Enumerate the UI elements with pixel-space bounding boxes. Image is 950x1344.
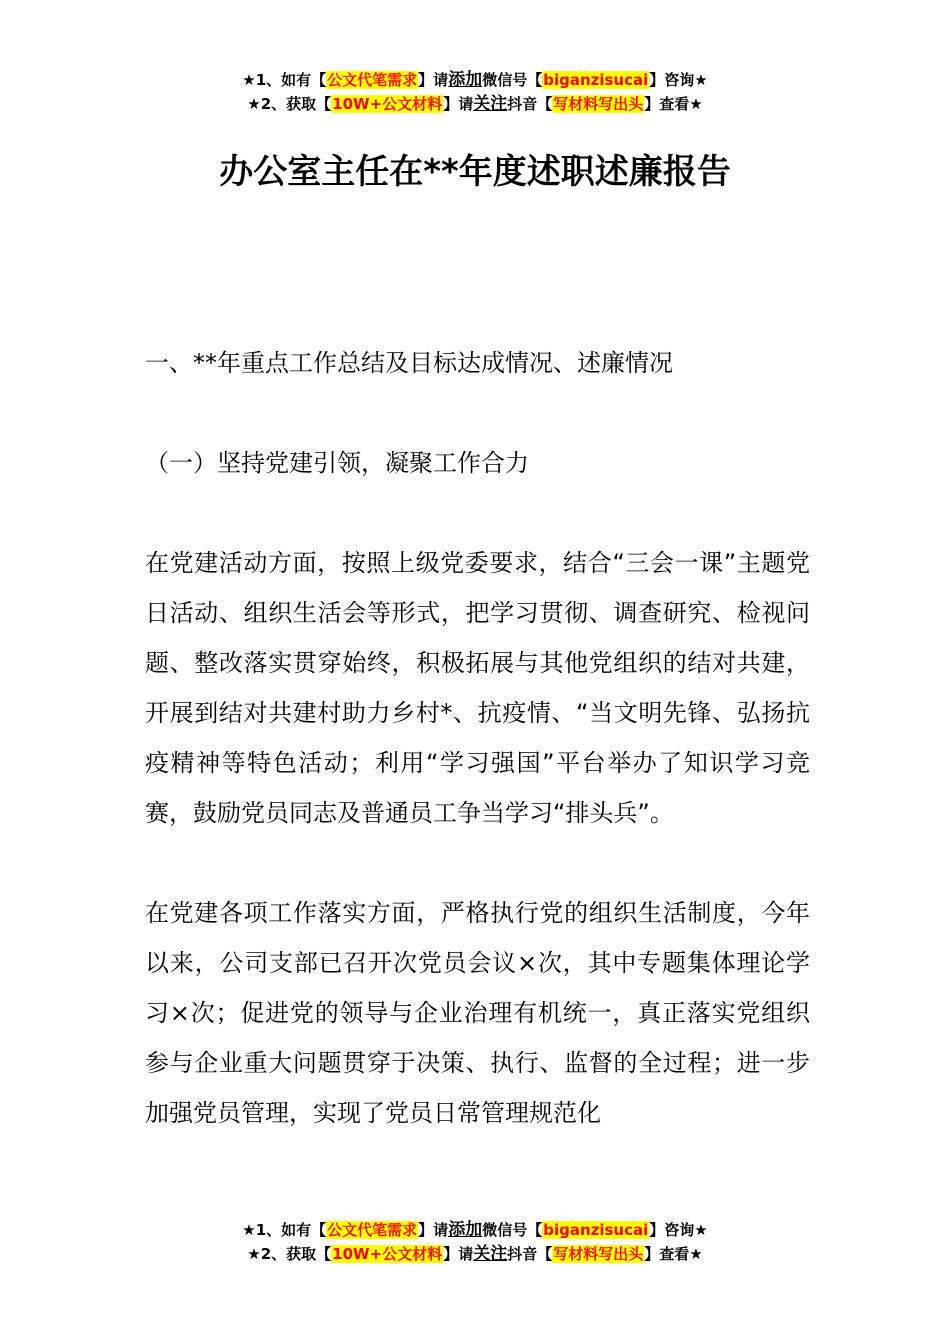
paragraph-spacer [145,838,810,888]
section-heading-1: 一、**年重点工作总结及目标达成情况、述廉情况 [145,349,673,377]
document-title: 办公室主任在**年度述职述廉报告 [219,152,731,192]
promo-prefix: ★1、如有【 [242,1221,327,1239]
promo-emphasis: 添加 [448,1220,483,1240]
promo-text: 抖音【 [507,95,553,113]
paragraph-spacer [145,388,810,438]
promo-emphasis: 添加 [448,70,483,90]
promo-suffix: 】查看★ [644,95,703,113]
promo-prefix: ★2、获取【 [247,1245,332,1263]
promo-text: 】请 [418,71,449,89]
promo-text: 抖音【 [507,1245,553,1263]
promo-line-2 [0,1242,950,1266]
promo-text: 微信号【 [482,71,543,89]
promo-highlight-materials: 10W+公文材料 [332,1245,443,1263]
promo-emphasis: 关注 [473,94,508,114]
promo-banner-top [0,68,950,116]
promo-highlight-service: 公文代笔需求 [327,1221,418,1239]
promo-text: 】请 [443,1245,474,1263]
paragraph-spacer [145,488,810,538]
promo-highlight-douyin: 写材料写出头 [553,95,644,113]
body-paragraph-1: 在党建活动方面，按照上级党委要求，结合“三会一课”主题党日活动、组织生活会等形式，把学习贯彻、调查研究、检视问题、整改落实贯穿始终，积极拓展与其他党组织的结对共建，开展到结对共建村助力乡村*、抗疫情、“当文明先锋、弘扬抗疫精神等特色活动；利用“学习强国”平台举办了知识学习竞赛，鼓励党员同志及普通员工争当学习“排头兵”。 [145,549,810,827]
promo-highlight-service: 公文代笔需求 [327,71,418,89]
document-body [145,338,810,1138]
promo-text: 】请 [443,95,474,113]
promo-highlight-wechat-id: biganzisucai [543,1221,649,1239]
promo-text: 微信号【 [482,1221,543,1239]
promo-suffix: 】咨询★ [649,1221,708,1239]
promo-banner-bottom [0,1218,950,1266]
promo-suffix: 】查看★ [644,1245,703,1263]
promo-emphasis: 关注 [473,1244,508,1264]
promo-highlight-douyin: 写材料写出头 [553,1245,644,1263]
promo-text: 】请 [418,1221,449,1239]
section-heading-2: （一）坚持党建引领，凝聚工作合力 [145,449,529,477]
promo-prefix: ★2、获取【 [247,95,332,113]
promo-line-1 [0,68,950,92]
promo-suffix: 】咨询★ [649,71,708,89]
promo-line-1 [0,1218,950,1242]
body-paragraph-2: 在党建各项工作落实方面，严格执行党的组织生活制度，今年以来，公司支部已召开次党员会议×次，其中专题集体理论学习×次；促进党的领导与企业治理有机统一，真正落实党组织参与企业重大问题贯穿于决策、执行、监督的全过程；进一步加强党员管理，实现了党员日常管理规范化 [145,899,810,1127]
promo-prefix: ★1、如有【 [242,71,327,89]
promo-line-2 [0,92,950,116]
promo-highlight-wechat-id: biganzisucai [543,71,649,89]
promo-highlight-materials: 10W+公文材料 [332,95,443,113]
